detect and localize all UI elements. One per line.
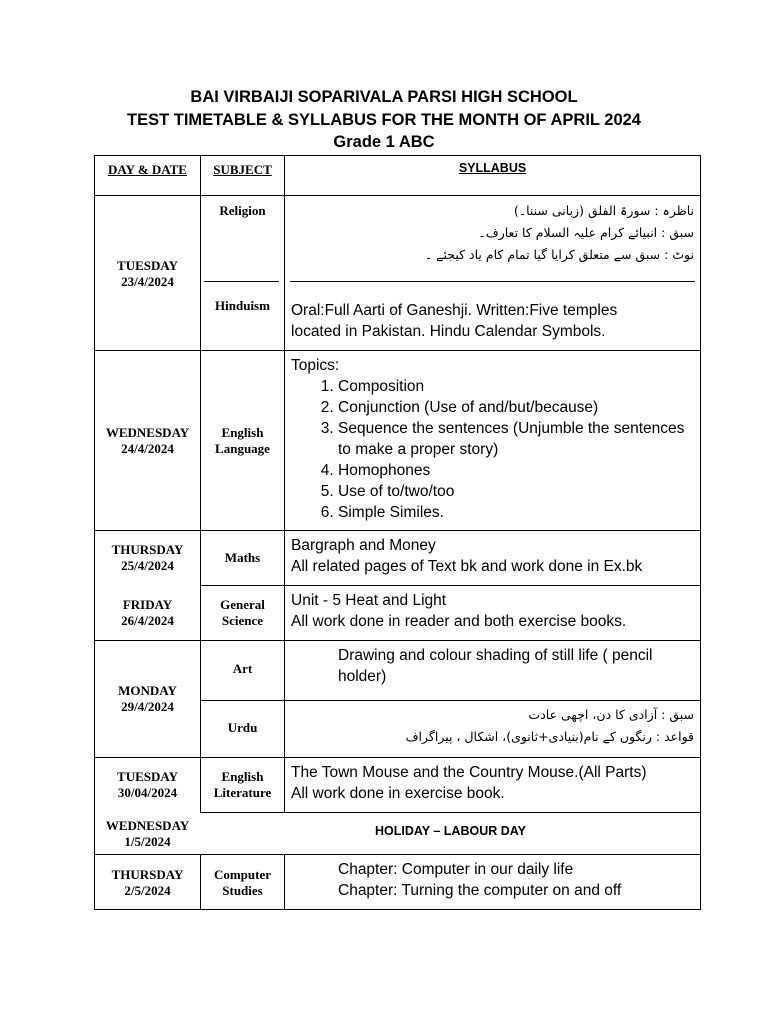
syllabus-line: Drawing and colour shading of still life ( pencil [338,647,653,664]
day-thursday [95,542,200,574]
topics-list [291,376,696,523]
row-divider [94,854,701,855]
day-wednesday [95,425,200,457]
day-monday [95,683,200,715]
hinduism-syllabus [291,300,696,342]
school-name: BAI VIRBAIJI SOPARIVALA PARSI HIGH SCHOOL [190,88,578,106]
day-name: THURSDAY [111,867,184,882]
topic-item: 2. Conjunction (Use of and/but/because) [338,397,696,418]
subject-line: English [221,425,264,440]
day-name: WEDNESDAY [105,818,190,833]
syllabus-line: The Town Mouse and the Country Mouse.(All Parts) [291,764,647,781]
subject-line: Science [221,613,264,628]
syllabus-separator [290,281,695,282]
date: 30/04/2024 [117,785,178,800]
row-divider [94,530,701,531]
computer-syllabus [338,859,698,901]
row-divider [94,757,701,758]
subject-computer-studies [201,867,284,899]
document-title: TEST TIMETABLE & SYLLABUS FOR THE MONTH OF APRIL 2024 [127,111,641,129]
subject-hinduism: Hinduism [215,298,270,313]
date: 23/4/2024 [121,274,174,289]
day-friday [95,597,200,629]
art-syllabus [338,645,698,687]
syllabus-line: Oral:Full Aarti of Ganeshji. Written:Five temples [291,302,618,319]
subject-line: Literature [213,785,272,800]
row-divider [94,640,701,641]
maths-syllabus [291,535,696,577]
column-divider [284,155,285,812]
day-name: MONDAY [118,683,177,698]
subject-general-science [201,597,284,629]
date: 1/5/2024 [124,834,171,849]
english-language-syllabus [291,355,696,523]
subject-line: Studies [222,883,263,898]
urdu-syllabus [291,704,694,748]
syllabus-line: Unit - 5 Heat and Light [291,592,447,609]
row-divider [200,585,701,586]
syllabus-line: All work done in reader and both exercise books. [291,613,627,630]
syllabus-line: All related pages of Text bk and work done in Ex.bk [291,558,643,575]
religion-line: نوٹ : سبق سے متعلق کرایا گیا تمام کام یاد کیجئے ۔ [424,247,694,262]
date: 25/4/2024 [121,558,174,573]
syllabus-line: Bargraph and Money [291,537,436,554]
religion-line: ناظرہ : سورۃ الفلق (زبانی سننا۔) [513,203,694,218]
science-syllabus [291,590,696,632]
row-divider [94,195,701,196]
topic-item: 4. Homophones [338,460,696,481]
syllabus-line: Chapter: Computer in our daily life [338,861,574,878]
topic-item: 6. Simple Similes. [338,502,696,523]
urdu-line: سبق : آزادی کا دن، اچھی عادت [528,707,694,722]
column-header-day: DAY & DATE [108,162,187,177]
column-header-subject: SUBJECT [213,162,272,177]
day-name: THURSDAY [111,542,184,557]
subject-line: General [220,597,265,612]
subject-urdu: Urdu [227,720,258,735]
topic-item: 3. Sequence the sentences (Unjumble the sentences to make a proper story) [338,418,696,460]
row-divider [94,350,701,351]
topic-item: 1. Composition [338,376,696,397]
syllabus-line: holder) [338,668,387,685]
row-divider [200,812,701,813]
subject-english-literature [201,769,284,801]
subject-separator [204,281,279,282]
religion-line: سبق : انبیائے کرام علیہ السلام کا تعارف۔ [478,225,694,240]
subject-maths: Maths [224,550,261,565]
urdu-line: قواعد : رنگوں کے نام(بنیادی+ثانوی)، اشکال ، پیراگراف [405,729,694,744]
grade-label: Grade 1 ABC [333,133,435,151]
day-tuesday-2 [95,769,200,801]
subject-line: English [221,769,264,784]
day-thursday-2 [95,867,200,899]
subject-english-language [201,425,284,457]
holiday-label: HOLIDAY – LABOUR DAY [375,824,526,838]
subject-line: Computer [213,867,272,882]
row-divider [200,700,701,701]
topics-label: Topics: [291,357,340,374]
english-literature-syllabus [291,762,696,804]
column-divider [284,854,285,910]
day-name: FRIDAY [122,597,173,612]
topic-item: 5. Use of to/two/too [338,481,696,502]
day-name: TUESDAY [117,769,178,784]
syllabus-line: located in Pakistan. Hindu Calendar Symbols. [291,323,606,340]
date: 26/4/2024 [121,613,174,628]
day-name: WEDNESDAY [105,425,190,440]
column-divider [200,155,201,812]
subject-art: Art [232,661,253,676]
subject-line: Language [215,441,270,456]
syllabus-line: All work done in exercise book. [291,785,505,802]
subject-religion: Religion [219,203,266,218]
day-name: TUESDAY [117,258,178,273]
date: 24/4/2024 [121,441,174,456]
date: 29/4/2024 [121,699,174,714]
religion-syllabus [291,200,694,266]
day-wednesday-2 [95,818,200,850]
date: 2/5/2024 [124,883,171,898]
syllabus-line: Chapter: Turning the computer on and off [338,882,622,899]
column-header-syllabus: SYLLABUS [458,161,527,175]
day-tuesday [95,258,200,290]
